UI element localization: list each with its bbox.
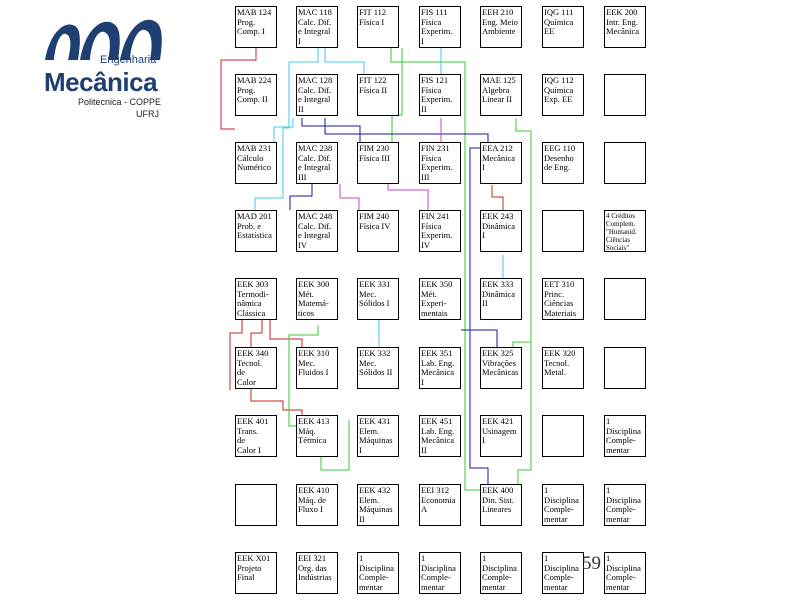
course-box-disc-r9c: 1 Disciplina Comple- mentar xyxy=(480,552,522,594)
course-box-eek400: EEK 400 Din. Sist. Lineares xyxy=(480,484,522,526)
course-box-eek325: EEK 325 Vibrações Mecânicas xyxy=(480,347,522,389)
course-box-eek340: EEK 340 Tecnol. de Calor xyxy=(235,347,277,389)
connector-magenta-mac238-fim240 xyxy=(340,184,359,210)
course-box-eek310: EEK 310 Mec. Fluidos I xyxy=(296,347,338,389)
course-box-eek200: EEK 200 Intr. Eng. Mecânica xyxy=(604,6,646,48)
course-box-disc-r8a: 1 Disciplina Comple- mentar xyxy=(542,484,584,526)
course-box-fis111: FIS 111 Física Experim. I xyxy=(419,6,461,48)
course-box-empty-r4 xyxy=(542,210,584,252)
course-box-eek410: EEK 410 Máq. de Fluxo I xyxy=(296,484,338,526)
course-box-empty-r6 xyxy=(604,347,646,389)
course-box-eek243: EEK 243 Dinâmica I xyxy=(480,210,522,252)
connector-red-eek243-eek400 xyxy=(492,185,503,212)
course-box-eek332: EEK 332 Mec. Sólidos II xyxy=(357,347,399,389)
course-box-eei321: EEI 321 Org. das Indústrias xyxy=(296,552,338,594)
course-box-fin231: FIN 231 Física Experim. III xyxy=(419,142,461,184)
course-box-mac128: MAC 128 Calc. Dif. e Integral II xyxy=(296,74,338,116)
course-box-fim230: FIM 230 Física III xyxy=(357,142,399,184)
course-box-disc-r9d: 1 Disciplina Comple- mentar xyxy=(542,552,584,594)
course-box-eek451: EEK 451 Lab. Eng. Mecânica II xyxy=(419,415,461,457)
course-box-eek413: EEK 413 Máq. Térmica xyxy=(296,415,338,457)
course-box-mab231: MAB 231 Cálculo Numérico xyxy=(235,142,277,184)
course-box-disc-r9e: 1 Disciplina Comple- mentar xyxy=(604,552,646,594)
course-box-eek351: EEK 351 Lab. Eng. Mecânica I xyxy=(419,347,461,389)
course-box-disc-r7: 1 Disciplina Comple- mentar xyxy=(604,415,646,457)
course-box-mad201: MAD 201 Prob. e Estatística xyxy=(235,210,277,252)
course-box-eeh210: EEH 210 Eng. Meio Ambiente xyxy=(480,6,522,48)
course-box-fis121: FIS 121 Física Experim. II xyxy=(419,74,461,116)
course-box-fim240: FIM 240 Física IV xyxy=(357,210,399,252)
connector-navy-eek350-eek325 xyxy=(461,330,497,348)
course-box-eek431: EEK 431 Elem. Máquinas I xyxy=(357,415,399,457)
connector-navy-mac238-mac248 xyxy=(290,184,312,210)
course-box-eek300: EEK 300 Mét. Matemá- ticos xyxy=(296,278,338,320)
course-box-iqg111: IQG 111 Química EE xyxy=(542,6,584,48)
course-box-empty-r8 xyxy=(235,484,277,526)
course-box-eek303: EEK 303 Termodi- nâmica Clássica xyxy=(235,278,277,320)
course-box-creditos4: 4 Créditos Complem. "Humanid. Ciências Sociais" xyxy=(604,210,646,252)
course-box-eek401: EEK 401 Trans. de Calor I xyxy=(235,415,277,457)
course-box-eekx01: EEK X01 Projeto Final xyxy=(235,552,277,594)
course-box-disc-r8b: 1 Disciplina Comple- mentar xyxy=(604,484,646,526)
course-box-mab224: MAB 224 Prog. Comp. II xyxy=(235,74,277,116)
course-box-eek421: EEK 421 Usinagem I xyxy=(480,415,522,457)
course-box-eea212: EEA 212 Mecânica I xyxy=(480,142,522,184)
connector-red-eek303-eek310 xyxy=(270,320,302,348)
course-box-eek350: EEK 350 Mét. Experi- mentais xyxy=(419,278,461,320)
course-box-eeg110: EEG 110 Desenho de Eng. xyxy=(542,142,584,184)
course-box-fit112: FIT 112 Física I xyxy=(357,6,399,48)
course-box-mac248: MAC 248 Calc. Dif. e Integral IV xyxy=(296,210,338,252)
course-box-disc-r9a: 1 Disciplina Comple- mentar xyxy=(357,552,399,594)
logo-politecnica-text: Politecnica - COPPE xyxy=(78,97,162,107)
logo-ufrj-text: UFRJ xyxy=(136,109,159,119)
page-number: 59 xyxy=(582,553,601,574)
course-box-fin241: FIN 241 Física Experim. IV xyxy=(419,210,461,252)
course-box-eek333: EEK 333 Dinâmica II xyxy=(480,278,522,320)
connector-navy-mac128-mac238 xyxy=(302,118,360,142)
course-box-eek432: EEK 432 Elem. Máquinas II xyxy=(357,484,399,526)
course-box-empty-r7 xyxy=(542,415,584,457)
logo-engenharia-text: Engenharia xyxy=(100,54,157,66)
course-box-mac118: MAC 118 Calc. Dif. e Integral I xyxy=(296,6,338,48)
course-box-empty-r3 xyxy=(604,142,646,184)
logo-mecanica-text: Mecânica xyxy=(44,67,158,97)
course-box-mae125: MAE 125 Algebra Linear II xyxy=(480,74,522,116)
connector-cyan-mac118-fit122 xyxy=(325,48,364,74)
course-box-iqg112: IQG 112 Química Exp. EE xyxy=(542,74,584,116)
course-box-empty-r2 xyxy=(604,74,646,116)
course-box-mac238: MAC 238 Calc. Dif. e Integral III xyxy=(296,142,338,184)
course-box-eei312: EEI 312 Economia A xyxy=(419,484,461,526)
connector-cyan-mac118-mac128 xyxy=(255,48,318,210)
course-box-empty-r5 xyxy=(604,278,646,320)
course-box-mab124: MAB 124 Prog. Comp. I xyxy=(235,6,277,48)
course-box-disc-r9b: 1 Disciplina Comple- mentar xyxy=(419,552,461,594)
course-box-fit122: FIT 122 Física II xyxy=(357,74,399,116)
course-box-eek331: EEK 331 Mec. Sólidos I xyxy=(357,278,399,320)
course-box-eet310: EET 310 Princ. Ciências Materiais xyxy=(542,278,584,320)
connector-magenta-fim230-fin241 xyxy=(388,184,428,210)
course-box-eek320: EEK 320 Tecnol. Metal. xyxy=(542,347,584,389)
